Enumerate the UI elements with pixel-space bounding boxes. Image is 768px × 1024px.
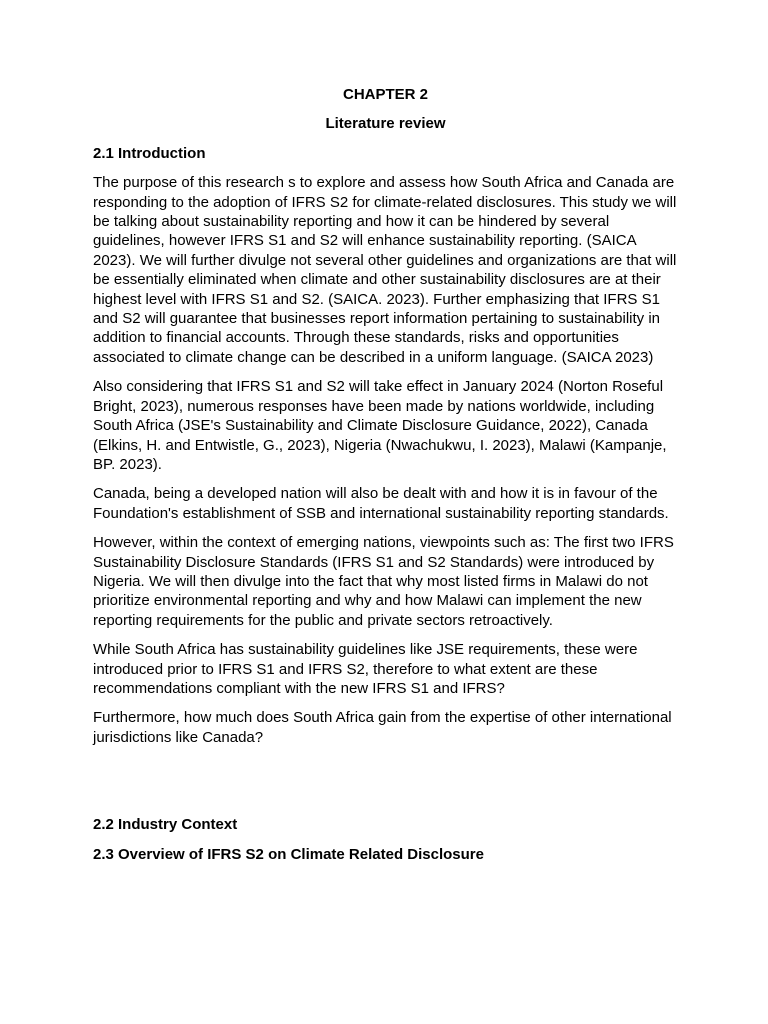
paragraph: Also considering that IFRS S1 and S2 will take effect in January 2024 (Norton Roseful Bright, 2023), numerous responses have been made by nations worldwide, including South Africa (JSE's Sustainability and Climate Disclosure Guidance, 2022), Canada (Elkins, H. and Entwistle, G., 2023), Nigeria (Nwachukwu, I. 2023), Malawi (Kampanje, BP. 2023). [93, 378, 667, 473]
chapter-subtitle: Literature review [325, 115, 446, 133]
chapter-title: CHAPTER 2 [342, 86, 428, 103]
section-heading-ifrs-s2-overview: 2.3 Overview of IFRS S2 on Climate Related Disclosure [93, 845, 484, 863]
paragraph: While South Africa has sustainability guidelines like JSE requirements, these were introduced prior to IFRS S1 and IFRS S2, therefore to what extent are these recommendations compliant with the new IFRS S1 and IFRS? [93, 641, 638, 697]
document-body [93, 85, 678, 874]
paragraph: Canada, being a developed nation will also be dealt with and how it is in favour of the Foundation's establishment of SSB and international sustainability reporting standards. [93, 485, 669, 522]
blank-space [93, 757, 678, 815]
section-heading-introduction: 2.1 Introduction [93, 144, 206, 162]
section-heading-industry-context: 2.2 Industry Context [93, 816, 238, 834]
paragraph: Furthermore, how much does South Africa gain from the expertise of other international jurisdictions like Canada? [93, 709, 672, 746]
paragraph: The purpose of this research s to explore and assess how South Africa and Canada are responding to the adoption of IFRS S2 for climate-related disclosures. This study we will be talking about sustainability reporting and how it can be hindered by several guidelines, however IFRS S1 and S2 will enhance sustainability reporting. (SAICA 2023). We will further divulge not several other guidelines and organizations are that will be essentially eliminated when climate and other sustainability disclosures are at their highest level with IFRS S1 and S2. (SAICA. 2023). Further emphasizing that IFRS S1 and S2 will guarantee that businesses report information pertaining to sustainability in addition to financial accounts. Through these standards, risks and opportunities associated to climate change can be described in a uniform language. (SAICA 2023) [93, 174, 677, 366]
paragraph: However, within the context of emerging nations, viewpoints such as: The first two IFRS Sustainability Disclosure Standards (IFRS S1 and S2 Standards) were introduced by Nigeria. We will then divulge into the fact that why most listed firms in Malawi do not prioritize environmental reporting and why and how Malawi can implement the new reporting requirements for the public and private sectors retroactively. [93, 534, 674, 629]
